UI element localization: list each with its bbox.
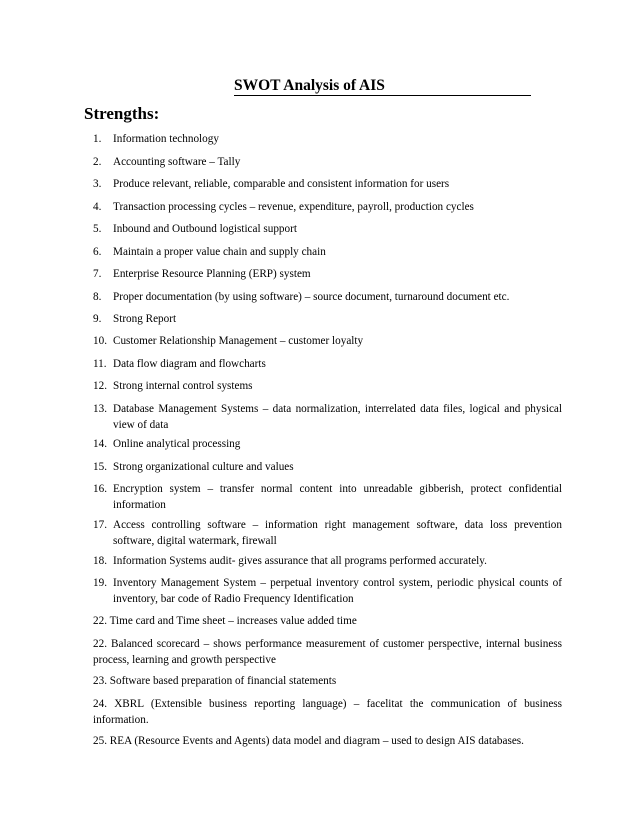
item-number: 12.	[93, 380, 107, 392]
item-text: Accounting software – Tally	[113, 156, 241, 168]
item-text: Strong organizational culture and values	[113, 461, 294, 473]
item-text: Inbound and Outbound logistical support	[113, 223, 297, 235]
document-title: SWOT Analysis of AIS	[234, 77, 531, 96]
item-text: Produce relevant, reliable, comparable and consistent information for users	[113, 178, 450, 190]
item-text-continued: information.	[93, 713, 149, 726]
item-number: 14.	[93, 438, 107, 450]
item-text: Strong internal control systems	[113, 380, 253, 392]
list-item	[93, 697, 562, 728]
item-text-continued: inventory, bar code of Radio Frequency Identification	[113, 592, 354, 605]
item-number: 13.	[93, 403, 107, 415]
list-item	[93, 734, 562, 750]
item-text: Balanced scorecard – shows performance measurement of customer perspective, internal business	[111, 638, 562, 650]
item-number: 4.	[93, 201, 102, 213]
list-item	[93, 132, 562, 148]
list-item	[93, 200, 562, 216]
list-item	[93, 518, 562, 549]
item-number: 16.	[93, 483, 107, 495]
item-number: 7.	[93, 268, 102, 280]
list-item	[93, 222, 562, 238]
list-item	[93, 155, 562, 171]
item-text: REA (Resource Events and Agents) data model and diagram – used to design AIS databases.	[109, 735, 524, 747]
list-item	[93, 674, 562, 690]
item-number: 5.	[93, 223, 102, 235]
item-text: Access controlling software – information right management software, data loss prevention	[113, 519, 562, 531]
list-item	[93, 437, 562, 453]
item-text: Information Systems audit- gives assurance that all programs performed accurately.	[113, 555, 487, 567]
list-item	[93, 614, 562, 630]
item-text: Strong Report	[113, 313, 177, 325]
item-text: Encryption system – transfer normal content into unreadable gibberish, protect confidential	[113, 483, 562, 495]
item-text: Proper documentation (by using software) – source document, turnaround document etc.	[113, 291, 510, 303]
item-number: 22.	[93, 615, 107, 627]
item-text: Time card and Time sheet – increases value added time	[109, 615, 357, 627]
item-number: 9.	[93, 313, 102, 325]
item-text: XBRL (Extensible business reporting language) – facelitat the communication of business	[114, 698, 563, 710]
item-text: Maintain a proper value chain and supply chain	[113, 246, 326, 258]
item-text-continued: process, learning and growth perspective	[93, 653, 276, 666]
item-number: 11.	[93, 358, 107, 370]
item-number: 3.	[93, 178, 102, 190]
item-number: 19.	[93, 577, 107, 589]
list-item	[93, 177, 562, 193]
item-text: Information technology	[113, 133, 219, 145]
list-item	[93, 402, 562, 433]
item-text-continued: software, digital watermark, firewall	[113, 534, 277, 547]
list-item	[93, 576, 562, 607]
list-item	[93, 334, 562, 350]
list-item	[93, 637, 562, 668]
item-number: 24.	[93, 698, 107, 710]
item-number: 22.	[93, 638, 107, 650]
item-text: Online analytical processing	[113, 438, 241, 450]
item-number: 6.	[93, 246, 102, 258]
item-number: 2.	[93, 156, 102, 168]
item-text: Data flow diagram and flowcharts	[113, 358, 266, 370]
item-text: Transaction processing cycles – revenue, expenditure, payroll, production cycles	[113, 201, 474, 213]
item-text: Customer Relationship Management – customer loyalty	[113, 335, 364, 347]
item-text: Enterprise Resource Planning (ERP) system	[113, 268, 311, 280]
item-number: 18.	[93, 555, 107, 567]
item-number: 15.	[93, 461, 107, 473]
list-item	[93, 379, 562, 395]
item-number: 25.	[93, 735, 107, 747]
list-item	[93, 482, 562, 513]
item-number: 1.	[93, 133, 102, 145]
item-text-continued: view of data	[113, 418, 169, 431]
list-item	[93, 357, 562, 373]
list-item	[93, 554, 562, 570]
list-item	[93, 245, 562, 261]
item-number: 23.	[93, 675, 107, 687]
item-text-continued: information	[113, 498, 166, 511]
item-number: 17.	[93, 519, 107, 531]
list-item	[93, 312, 562, 328]
list-item	[93, 460, 562, 476]
item-text: Inventory Management System – perpetual inventory control system, periodic physical counts of	[113, 577, 562, 589]
item-text: Database Management Systems – data normalization, interrelated data files, logical and physical	[113, 403, 562, 415]
item-number: 8.	[93, 291, 102, 303]
list-item	[93, 290, 562, 306]
list-item	[93, 267, 562, 283]
section-heading: Strengths:	[84, 104, 160, 123]
item-text: Software based preparation of financial statements	[109, 675, 337, 687]
item-number: 10.	[93, 335, 107, 347]
